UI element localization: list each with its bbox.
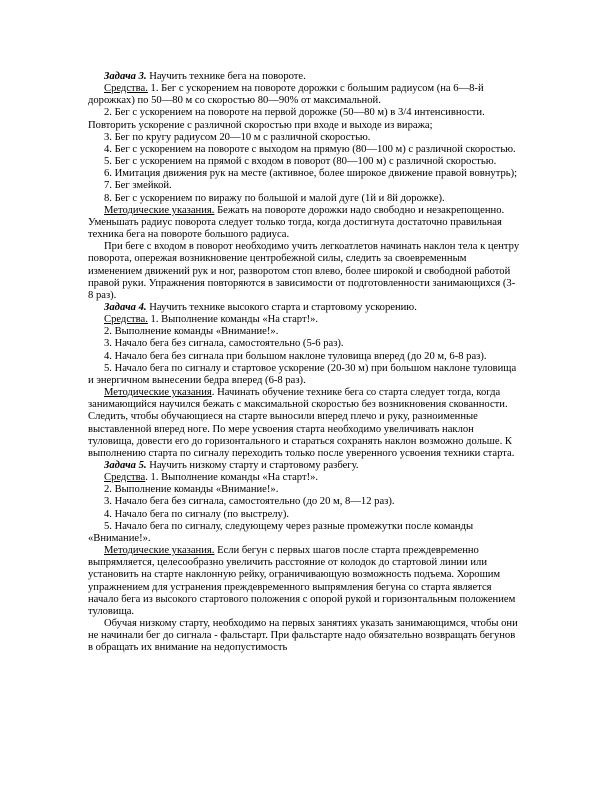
task3-method2: При беге с входом в поворот необходимо учить легкоатлетов начинать наклон тела к центру поворота, опережая возникновение центробежной силы, следить за своевременным изменением движений рук и ног, разворотом стоп влево, более широкой и свободной работой правой руки. Упражнения повторяются в зависимости от подготовленности занимающихся (3-8 раз).	[88, 241, 520, 301]
task3-heading	[88, 71, 520, 83]
task3-goal: Научить технике бега на повороте.	[146, 71, 306, 82]
task3-item6: 6. Имитация движения рук на месте (активное, более широкое движение правой вовнутрь);	[104, 168, 518, 180]
task5-item5: 5. Начало бега по сигналу, следующему через разные промежутки после команды «Внимание!».	[88, 520, 474, 544]
task5-item1: . 1. Выполнение команды «На старт!».	[145, 472, 319, 484]
task4-method-text: . Начинать обучение технике бега со старта следует тогда, когда занимающийся научился бежать с максимальной скоростью без возникновения скованности. Следить, чтобы обучающиеся на старте выносили вперед плечо и руку, разноименные выставленной вперед ноге. По мере усвоения старта необходимо увеличивать наклон туловища, довести его до горизонтального и стараться сохранять наклон возможно дольше. К выполнению старта по сигналу переходить только после уверенного усвоения техники старта.	[88, 387, 515, 459]
task4-item5: 5. Начало бега по сигналу и стартовое ускорение (20-30 м) при большом наклоне туловища и энергичном вынесении бедра вперед (6-8 раз).	[88, 362, 517, 386]
task4-heading	[88, 302, 520, 314]
task5-heading	[88, 460, 520, 472]
task3-item5: 5. Бег с ускорением на прямой с входом в поворот (80—100 м) с различной скоростью.	[104, 156, 497, 168]
task3-item2: 2. Бег с ускорением на повороте на первой дорожке (50—80 м) в 3/4 интенсивности. Повторить ускорение с различной скоростью при входе и выходе из виража;	[88, 107, 485, 131]
task4-goal: Научить технике высокого старта и стартовому ускорению.	[146, 301, 417, 313]
task3-item1: 1. Бег с ускорением на повороте дорожки с большим радиусом (на 6—8-й дорожках) по 50—80 м со скоростью 80—90% от максимальной.	[88, 83, 484, 107]
task3-item7: 7. Бег змейкой.	[104, 180, 172, 192]
task5-goal: Научить низкому старту и стартовому разбегу.	[146, 460, 359, 471]
task5-method-text: Если бегун с первых шагов после старта преждевременно выпрямляется, целесообразно увеличить расстояние от колодок до стартовой линии или установить на старте наклонную рейку, ограничивающую возможность подъема. Хорошим упражнением для устранения преждевременного выпрямления бегуна со старта является начало бега из высокого стартового положения с опорой рукой и горизонтальным положением туловища.	[88, 545, 516, 617]
task5-means-label: Средства	[104, 472, 146, 484]
task5-item2: 2. Выполнение команды «Внимание!».	[104, 484, 279, 496]
task4-item3: 3. Начало бега без сигнала, самостоятельно (5-6 раз).	[104, 338, 344, 350]
task5-method2: Обучая низкому старту, необходимо на первых занятиях указать занимающимся, чтобы они не начинали бег до сигнала - фальстарт. При фальстарте надо обязательно возвращать бегунов в обращать их внимание на недопустимость	[88, 618, 518, 654]
task4-means	[88, 314, 520, 326]
task5-item4: 4. Начало бега по сигналу (по выстрелу).	[104, 508, 290, 520]
task5-method	[88, 545, 520, 618]
task4-means-label: Средства.	[104, 314, 148, 326]
task3-item4: 4. Бег с ускорением на повороте с выходом на прямую (80—100 м) с различной скоростью.	[104, 143, 516, 155]
task4-item1: 1. Выполнение команды «На старт!».	[147, 314, 319, 326]
task3-item8: 8. Бег с ускорением по виражу по большой и малой дуге (1й и 8й дорожке).	[104, 192, 445, 204]
task4-item2: 2. Выполнение команды «Внимание!».	[104, 326, 279, 338]
task3-method	[88, 205, 520, 241]
task3-means-label: Средства.	[104, 83, 148, 95]
task5-title: Задача 5.	[104, 460, 147, 471]
task4-item4: 4. Начало бега без сигнала при большом наклоне туловища вперед (до 20 м, 6-8 раз).	[104, 350, 487, 362]
task5-method-label: Методические указания.	[104, 545, 215, 557]
task3-title: Задача 3.	[104, 71, 147, 82]
task3-means	[88, 83, 520, 107]
task5-means	[88, 472, 520, 484]
task3-method-text: Бежать на повороте дорожки надо свободно и незакрепощенно. Уменьшать радиус поворота следует только тогда, когда достигнута достаточно правильная техника бега на повороте большого радиуса.	[88, 204, 505, 241]
task5-item3: 3. Начало бега без сигнала, самостоятельно (до 20 м, 8—12 раз).	[104, 496, 395, 508]
task4-method	[88, 387, 520, 460]
task3-item3: 3. Бег по кругу радиусом 20—10 м с различной скоростью.	[104, 131, 371, 143]
task4-method-label: Методические указания	[104, 387, 212, 399]
task3-method-label: Методические указания.	[104, 204, 215, 216]
task4-title: Задача 4.	[104, 301, 147, 313]
document-page	[88, 71, 520, 655]
